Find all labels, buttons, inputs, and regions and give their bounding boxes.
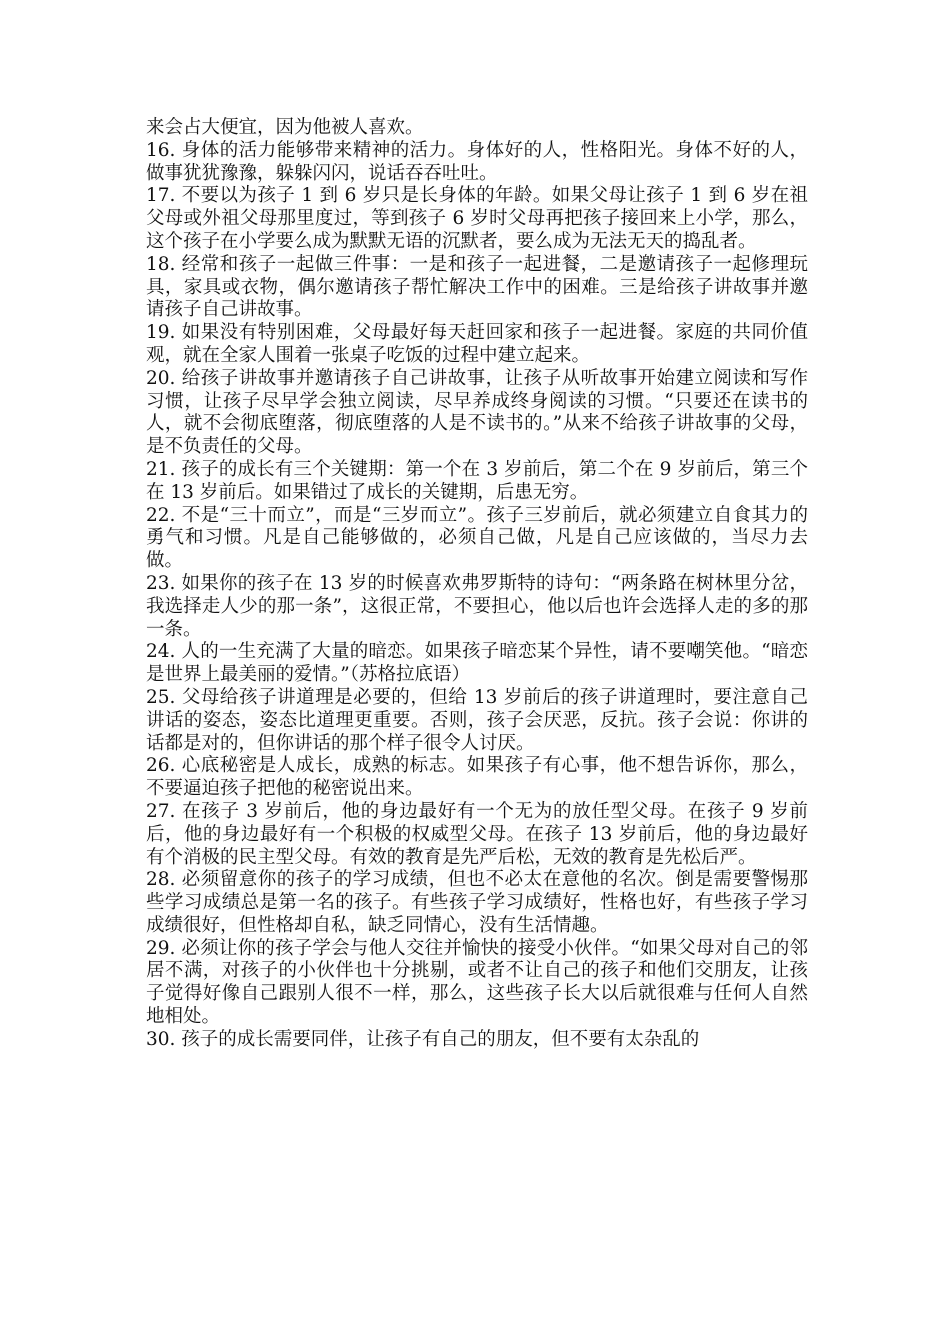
paragraph-item-30: 30. 孩子的成长需要同伴，让孩子有自己的朋友，但不要有太杂乱的 <box>146 1028 700 1050</box>
paragraph-item-29: 29. 必须让你的孩子学会与他人交往并愉快的接受小伙伴。“如果父母对自己的邻居不满，对孩子的小伙伴也十分挑剔，或者不让自己的孩子和他们交朋友，让孩子觉得好像自己跟别人很不一样，那么，这些孩子长大以后就很难与任何人自然地相处。 <box>146 937 808 1028</box>
paragraph-item-24: 24. 人的一生充满了大量的暗恋。如果孩子暗恋某个异性，请不要嘲笑他。“暗恋是世界上最美丽的爱情。”（苏格拉底语） <box>146 641 808 686</box>
paragraph-item-25: 25. 父母给孩子讲道理是必要的，但给 13 岁前后的孩子讲道理时，要注意自己讲话的姿态，姿态比道理更重要。否则，孩子会厌恶，反抗。孩子会说：你讲的话都是对的，但你讲话的那个样子很令人讨厌。 <box>146 686 808 754</box>
paragraph-item-22: 22. 不是“三十而立”，而是“三岁而立”。孩子三岁前后，就必须建立自食其力的勇气和习惯。凡是自己能够做的，必须自己做，凡是自己应该做的，当尽力去做。 <box>146 504 808 572</box>
paragraph-item-18: 18. 经常和孩子一起做三件事：一是和孩子一起进餐，二是邀请孩子一起修理玩具，家具或衣物，偶尔邀请孩子帮忙解决工作中的困难。三是给孩子讲故事并邀请孩子自己讲故事。 <box>146 253 808 321</box>
paragraph-item-28: 28. 必须留意你的孩子的学习成绩，但也不必太在意他的名次。倒是需要警惕那些学习成绩总是第一名的孩子。有些孩子学习成绩好，性格也好，有些孩子学习成绩很好，但性格却自私，缺乏同情心，没有生活情趣。 <box>146 869 808 936</box>
paragraph-item-20: 20. 给孩子讲故事并邀请孩子自己讲故事，让孩子从听故事开始建立阅读和写作习惯，让孩子尽早学会独立阅读，尽早养成终身阅读的习惯。“只要还在读书的人，就不会彻底堕落，彻底堕落的人是不读书的。”从来不给孩子讲故事的父母，是不负责任的父母。 <box>146 367 808 458</box>
paragraph-continuation: 来会占大便宜，因为他被人喜欢。 <box>146 117 424 138</box>
paragraph-item-23: 23. 如果你的孩子在 13 岁的时候喜欢弗罗斯特的诗句：“两条路在树林里分岔，我选择走人少的那一条”，这很正常，不要担心，他以后也许会选择人走的多的那一条。 <box>146 572 808 640</box>
paragraph-item-16: 16. 身体的活力能够带来精神的活力。身体好的人，性格阳光。身体不好的人，做事犹犹豫豫，躲躲闪闪，说话吞吞吐吐。 <box>146 139 808 184</box>
paragraph-item-27: 27. 在孩子 3 岁前后，他的身边最好有一个无为的放任型父母。在孩子 9 岁前后，他的身边最好有一个积极的权威型父母。在孩子 13 岁前后，他的身边最好有个消极的民主型父母。有效的教育是先严后松，无效的教育是先松后严。 <box>146 800 808 868</box>
paragraph-item-26: 26. 心底秘密是人成长，成熟的标志。如果孩子有心事，他不想告诉你，那么，不要逼迫孩子把他的秘密说出来。 <box>146 755 808 800</box>
paragraph-item-17: 17. 不要以为孩子 1 到 6 岁只是长身体的年龄。如果父母让孩子 1 到 6 岁在祖父母或外祖父母那里度过，等到孩子 6 岁时父母再把孩子接回来上小学，那么，这个孩子在小学要么成为默默无语的沉默者，要么成为无法无天的捣乱者。 <box>146 185 808 252</box>
document-page <box>146 117 808 1052</box>
paragraph-item-21: 21. 孩子的成长有三个关键期：第一个在 3 岁前后，第二个在 9 岁前后，第三个在 13 岁前后。如果错过了成长的关键期，后患无穷。 <box>146 458 808 503</box>
paragraph-item-19: 19. 如果没有特别困难，父母最好每天赶回家和孩子一起进餐。家庭的共同价值观，就在全家人围着一张桌子吃饭的过程中建立起来。 <box>146 322 808 366</box>
